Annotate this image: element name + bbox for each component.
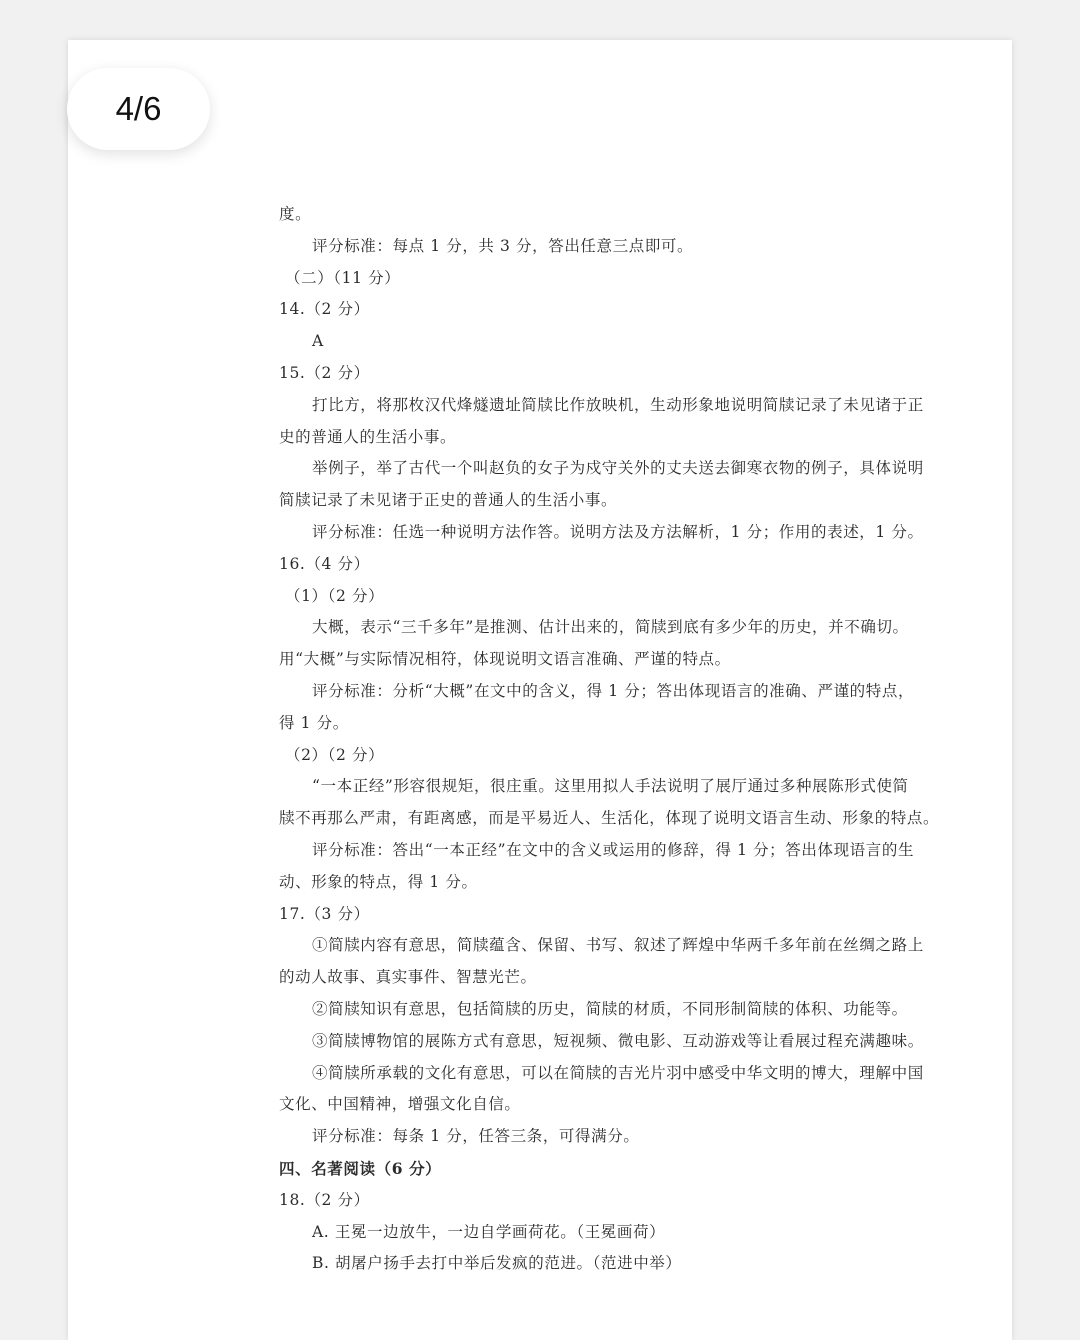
text-line: 15.（2 分）	[279, 363, 370, 382]
text-line: A. 王冕一边放牛，一边自学画荷花。（王冕画荷）	[312, 1222, 666, 1241]
text-line: ④简牍所承载的文化有意思，可以在简牍的吉光片羽中感受中华文明的博大，理解中国	[312, 1063, 924, 1082]
text-line: 评分标准：任选一种说明方法作答。说明方法及方法解析，1 分；作用的表述，1 分。	[312, 522, 924, 541]
text-line: 评分标准：每条 1 分，任答三条，可得满分。	[312, 1127, 640, 1146]
text-line: 四、名著阅读（6 分）	[279, 1158, 442, 1178]
text-line: ②简牍知识有意思，包括简牍的历史，简牍的材质，不同形制简牍的体积、功能等。	[312, 999, 908, 1018]
text-line: 大概，表示“三千多年”是推测、估计出来的，简牍到底有多少年的历史，并不确切。	[312, 618, 909, 637]
text-line: 16.（4 分）	[279, 554, 370, 573]
text-line: 动、形象的特点，得 1 分。	[279, 872, 478, 891]
text-line: 史的普通人的生活小事。	[279, 427, 457, 446]
text-line: 简牍记录了未见诸于正史的普通人的生活小事。	[279, 491, 618, 510]
text-line: ③简牍博物馆的展陈方式有意思，短视频、微电影、互动游戏等让看展过程充满趣味。	[312, 1031, 924, 1050]
text-line: 用“大概”与实际情况相符，体现说明文语言准确、严谨的特点。	[279, 650, 731, 669]
text-line: 得 1 分。	[279, 713, 349, 732]
page-indicator: 4/6	[67, 68, 210, 150]
text-line: 牍不再那么严肃，有距离感，而是平易近人、生活化，体现了说明文语言生动、形象的特点。	[279, 809, 940, 828]
text-line: （二）（11 分）	[285, 268, 401, 287]
text-line: 18.（2 分）	[279, 1190, 370, 1209]
text-line: 14.（2 分）	[279, 300, 370, 319]
text-line: 的动人故事、真实事件、智慧光芒。	[279, 968, 537, 987]
text-line: A	[312, 332, 324, 351]
text-line: 度。	[279, 205, 312, 223]
text-line: 评分标准：答出“一本正经”在文中的含义或运用的修辞，得 1 分；答出体现语言的生	[312, 840, 915, 859]
answer-key-content	[279, 199, 941, 1280]
text-line: “一本正经”形容很规矩，很庄重。这里用拟人手法说明了展厅通过多种展陈形式使简	[312, 777, 909, 796]
text-line: （1）（2 分）	[285, 586, 385, 605]
text-line: B. 胡屠户扬手去打中举后发疯的范进。（范进中举）	[312, 1254, 682, 1273]
text-line: 评分标准：每点 1 分，共 3 分，答出任意三点即可。	[312, 236, 694, 255]
text-line: 举例子，举了古代一个叫赵负的女子为戍守关外的丈夫送去御寒衣物的例子，具体说明	[312, 459, 924, 478]
text-line: （2）（2 分）	[285, 745, 385, 764]
text-line: 打比方，将那枚汉代烽燧遗址简牍比作放映机，生动形象地说明简牍记录了未见诸于正	[312, 395, 924, 414]
text-line: ①简牍内容有意思，简牍蕴含、保留、书写、叙述了辉煌中华两千多年前在丝绸之路上	[312, 936, 924, 955]
text-line: 评分标准：分析“大概”在文中的含义，得 1 分；答出体现语言的准确、严谨的特点，	[312, 681, 915, 700]
text-line: 17.（3 分）	[279, 904, 370, 923]
text-line: 文化、中国精神，增强文化自信。	[279, 1095, 521, 1114]
document-page	[68, 40, 1012, 1340]
